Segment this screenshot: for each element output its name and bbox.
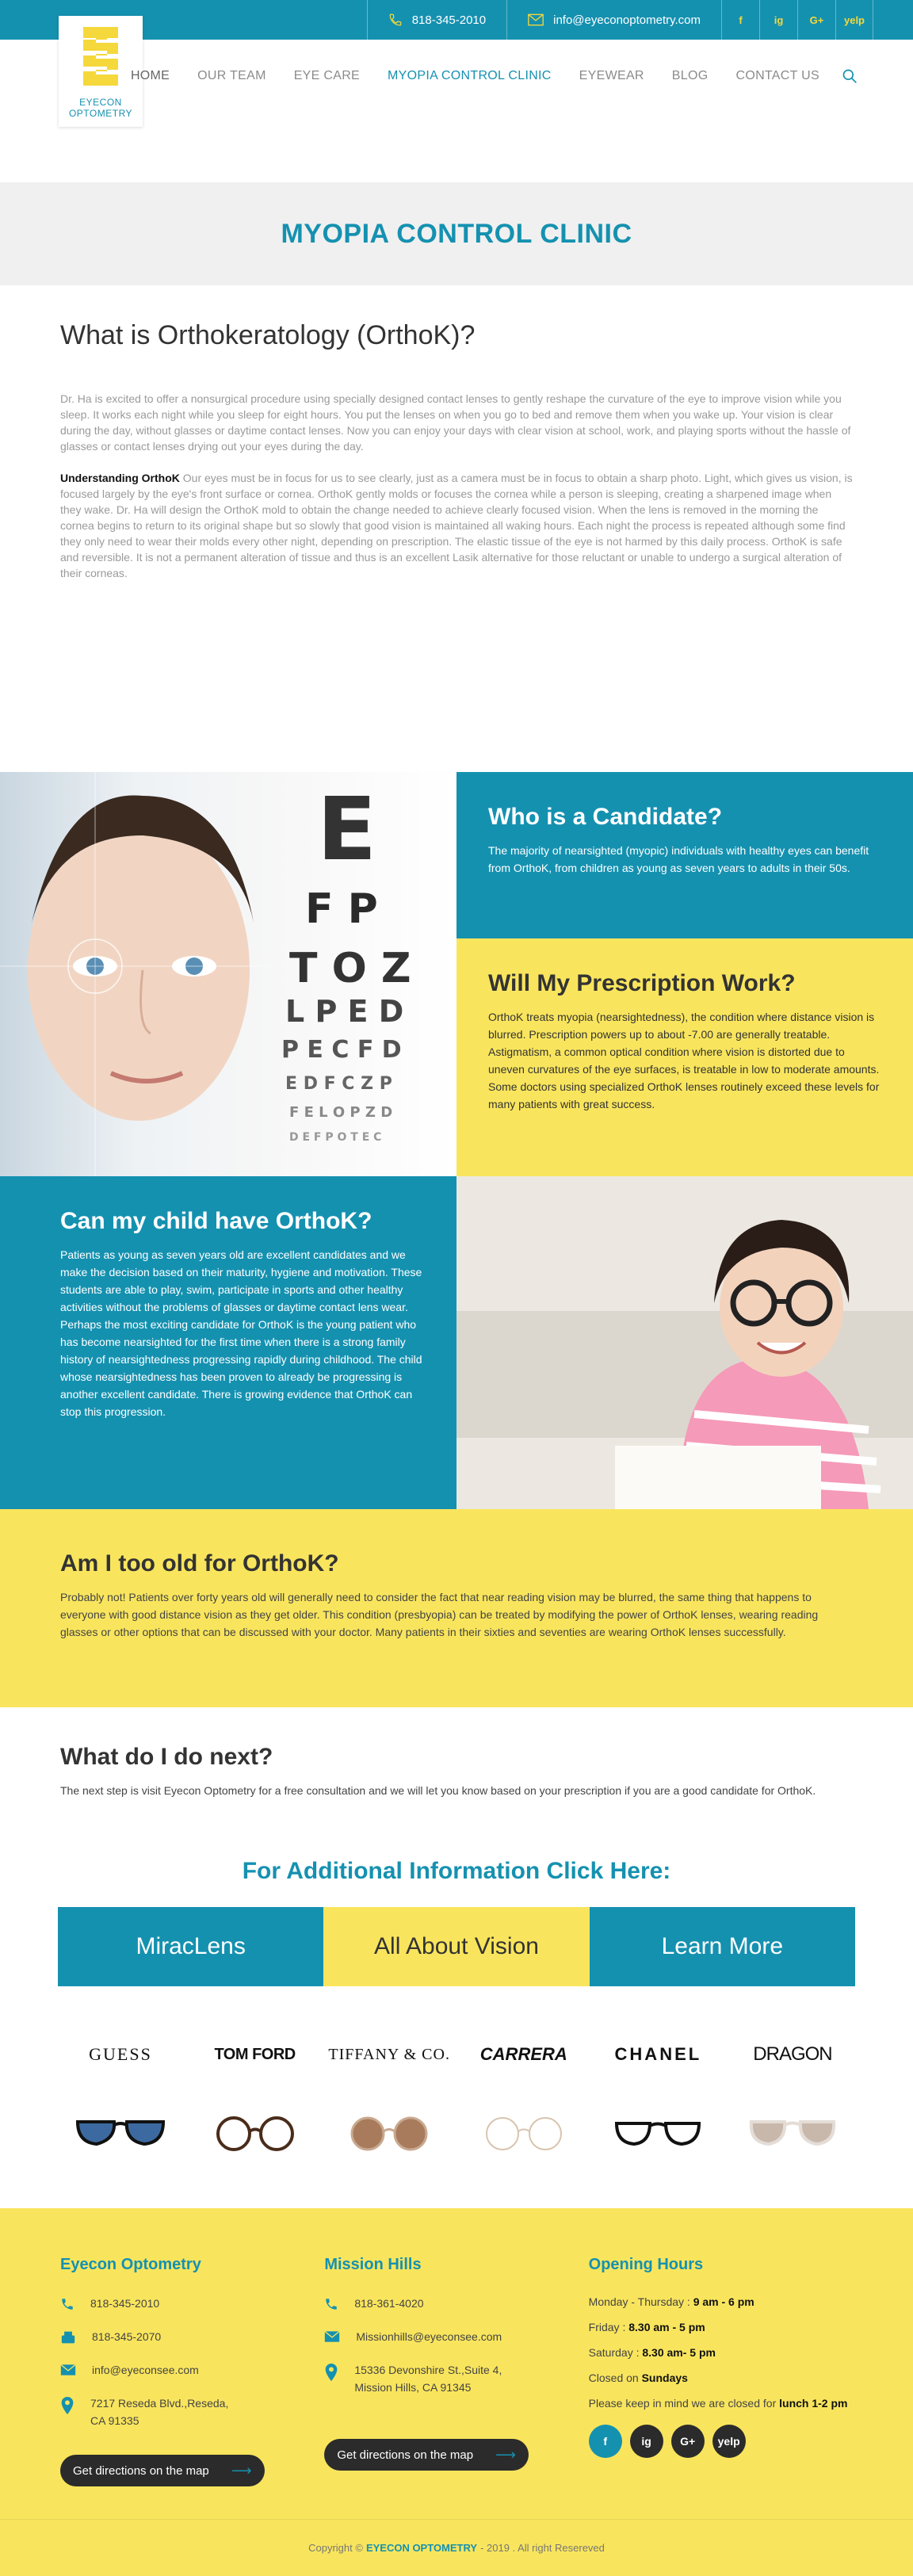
eyewear-row — [0, 2102, 913, 2165]
footer-reseda-address-line-2: CA 91335 — [90, 2414, 139, 2427]
footer-hours-title: Opening Hours — [588, 2256, 704, 2273]
phone-icon — [324, 2297, 338, 2311]
gold-wire-glasses-image[interactable] — [460, 2114, 587, 2154]
footer-col-hours — [589, 2256, 853, 2487]
black-frame-glasses-image[interactable] — [594, 2114, 721, 2154]
mail-icon — [324, 2330, 340, 2343]
child-box — [0, 1176, 456, 1509]
candidate-title: Who is a Candidate? — [488, 804, 723, 830]
footer-mission-hills-address-line-2: Mission Hills, CA 91345 — [354, 2381, 472, 2394]
footer-reseda-address-line-1: 7217 Reseda Blvd.,Reseda, — [90, 2397, 229, 2410]
footer-reseda-phone-text: 818-345-2010 — [90, 2297, 160, 2310]
brand-tiffany[interactable]: TIFFANY & CO. — [328, 2045, 450, 2063]
arrow-right-icon: ⟶ — [231, 2462, 252, 2479]
mission-hills-directions-label: Get directions on the map — [337, 2448, 474, 2462]
fax-icon — [60, 2330, 76, 2345]
hours-fri-value: 8.30 am - 5 pm — [628, 2321, 705, 2333]
additional-info-section — [0, 1858, 913, 1986]
too-old-section — [0, 1509, 913, 1707]
too-old-text: Probably not! Patients over forty years old will generally need to consider the fact that near reading vision may be blurred, the same thing that happens to everyone with good distance vision as they get older. This condition (presbyopia) can be treated by modifying the power of OrthoK lenses, wearing reading glasses or other options that can be discussed with your doctor. Many patients in their sixties and seventies are wearing OrthoK lenses successfully. — [60, 1591, 819, 1638]
site-footer — [0, 2208, 913, 2519]
copyright-suffix: - 2019 . All right Resereved — [480, 2542, 605, 2554]
footer-reseda-fax-text: 818-345-2070 — [92, 2330, 162, 2343]
additional-info-buttons — [58, 1907, 855, 1986]
search-icon[interactable] — [842, 68, 858, 84]
hours-closed-value: Sundays — [641, 2372, 688, 2384]
prescription-box — [456, 938, 913, 1176]
google-plus-icon[interactable]: G+ — [797, 0, 835, 40]
footer-col-mission-hills — [324, 2256, 588, 2487]
footer-mission-hills-phone[interactable] — [324, 2295, 588, 2312]
footer-reseda-fax — [60, 2328, 324, 2345]
prescription-title: Will My Prescription Work? — [488, 970, 796, 996]
miraclens-button[interactable]: MiracLens — [58, 1907, 323, 1986]
chart-row-6: E D F C Z P — [285, 1074, 392, 1094]
top-phone-text: 818-345-2010 — [411, 13, 487, 27]
nav-eyewear[interactable]: EYEWEAR — [579, 69, 644, 82]
location-pin-icon — [324, 2364, 338, 2381]
footer-reseda-email-text: info@eyeconsee.com — [92, 2364, 199, 2376]
next-step-section — [0, 1707, 913, 1858]
page-title: MYOPIA CONTROL CLINIC — [281, 218, 632, 249]
top-email-link[interactable] — [506, 0, 721, 40]
chart-row-1: E — [317, 778, 377, 880]
intro-paragraph-2-lead: Understanding OrthoK — [60, 472, 180, 484]
girl-illustration — [456, 1176, 913, 1509]
top-email-text: info@eyeconoptometry.com — [553, 13, 701, 27]
footer-mission-hills-email-text: Missionhills@eyeconsee.com — [356, 2330, 502, 2343]
candidate-row — [0, 772, 913, 1176]
chart-row-8: D E F P O T E C — [289, 1131, 382, 1144]
child-title: Can my child have OrthoK? — [60, 1208, 372, 1234]
footer-reseda-title: Eyecon Optometry — [60, 2256, 201, 2273]
hours-fri — [589, 2320, 853, 2334]
reseda-directions-label: Get directions on the map — [73, 2463, 209, 2478]
hours-lunch-value: lunch 1-2 pm — [779, 2397, 848, 2410]
copyright-bar — [0, 2519, 913, 2576]
nav-blog[interactable]: BLOG — [671, 69, 709, 82]
clear-frame-sunglasses-image[interactable] — [729, 2114, 856, 2154]
brand-tom-ford[interactable]: TOM FORD — [214, 2045, 296, 2063]
instagram-icon[interactable]: ig — [630, 2425, 663, 2458]
hours-closed-label: Closed on — [588, 2372, 642, 2384]
additional-info-title: For Additional Information Click Here: — [242, 1858, 671, 1884]
reseda-directions-button[interactable] — [60, 2455, 265, 2486]
hours-fri-label: Friday : — [588, 2321, 629, 2333]
hours-mon-thu-value: 9 am - 6 pm — [693, 2295, 754, 2308]
yelp-icon[interactable]: yelp — [835, 0, 873, 40]
nav-eye-care[interactable]: EYE CARE — [293, 69, 361, 82]
intro-paragraph-2 — [60, 470, 853, 581]
phone-icon — [60, 2297, 74, 2311]
hours-mon-thu — [589, 2295, 853, 2309]
facebook-icon[interactable]: f — [589, 2425, 622, 2458]
top-phone-link[interactable] — [367, 0, 506, 40]
footer-mission-hills-email[interactable] — [324, 2328, 588, 2345]
hours-sat — [589, 2345, 853, 2360]
sunglasses-blue-image[interactable] — [57, 2114, 184, 2154]
chart-row-3: T O Z — [289, 945, 411, 992]
brand-dragon[interactable]: DRAGON — [753, 2043, 832, 2065]
footer-reseda-email[interactable] — [60, 2361, 324, 2379]
round-tortoise-glasses-image[interactable] — [192, 2114, 319, 2154]
hours-mon-thu-label: Monday - Thursday : — [588, 2295, 693, 2308]
chart-row-7: F E L O P Z D — [289, 1104, 393, 1121]
mail-icon — [528, 13, 544, 26]
chart-row-2: F P — [305, 885, 378, 933]
girl-glasses-image — [456, 1176, 913, 1509]
nav-our-team[interactable]: OUR TEAM — [197, 69, 266, 82]
intro-section — [0, 285, 913, 772]
brand-carrera[interactable]: CARRERA — [479, 2044, 567, 2064]
hours-lunch — [589, 2396, 853, 2410]
chart-row-5: P E C F D — [281, 1036, 402, 1064]
phone-icon — [388, 13, 403, 27]
hours-sat-label: Saturday : — [588, 2346, 643, 2359]
candidate-column — [456, 772, 913, 1176]
google-plus-icon[interactable]: G+ — [671, 2425, 705, 2458]
logo-line-2: OPTOMETRY — [68, 108, 133, 119]
hours-lunch-label: Please keep in mind we are closed for — [588, 2397, 780, 2410]
footer-social-buttons — [589, 2425, 853, 2458]
candidate-text: The majority of nearsighted (myopic) individuals with healthy eyes can benefit from OrthoK, from children as young as seven years to adults in their 50s. — [488, 844, 869, 874]
too-old-title: Am I too old for OrthoK? — [60, 1550, 339, 1577]
brand-chanel[interactable]: CHANEL — [614, 2044, 702, 2064]
instagram-icon[interactable]: ig — [759, 0, 797, 40]
intro-heading: What is Orthokeratology (OrthoK)? — [60, 320, 476, 350]
location-pin-icon — [60, 2397, 74, 2414]
brown-gradient-sunglasses-image[interactable] — [326, 2114, 453, 2154]
learn-more-button[interactable]: Learn More — [590, 1907, 855, 1986]
site-header — [0, 40, 913, 143]
footer-mission-hills-phone-text: 818-361-4020 — [354, 2297, 424, 2310]
child-text: Patients as young as seven years old are excellent candidates and we make the decision based on their maturity, hygiene and motivation. These students are able to play, swim, participate in sports and other healthy activities without the problems of glasses or daytime contact lens wear. Perhaps the most exciting candidate for OrthoK is the young patient who has become nearsighted for the first time when there is a strong family history of nearsightedness progressing rapidly during childhood. The child whose nearsightedness has been proven to already be progressing is another excellent candidate. There is growing evidence that OrthoK can stop this progression. — [60, 1248, 422, 1418]
intro-paragraph-1: Dr. Ha is excited to offer a nonsurgical procedure using specially designed contact lenses to gently reshape the curvature of the eye to improve vision while you sleep. It works each night while you sleep for eight hours. You put the lenses on when you go to bed and remove them when you wake up. Your vision is clear during the day, without glasses or daytime contact lenses. Now you can enjoy your days with clear vision at school, work, and playing sports without the hassle of glasses or contact lenses drying out your eyes during the day. — [60, 392, 851, 453]
footer-reseda-address — [60, 2394, 324, 2429]
main-nav — [103, 68, 858, 84]
nav-contact-us[interactable]: CONTACT US — [735, 69, 819, 82]
brand-guess[interactable]: GUESS — [89, 2044, 152, 2064]
mission-hills-directions-button[interactable] — [324, 2439, 529, 2471]
footer-mission-hills-address-line-1: 15336 Devonshire St.,Suite 4, — [354, 2364, 502, 2376]
yelp-icon[interactable]: yelp — [712, 2425, 746, 2458]
copyright-prefix: Copyright © — [308, 2542, 363, 2554]
prescription-text: OrthoK treats myopia (nearsightedness), the condition where distance vision is blurred. Prescription powers up to about -7.00 are generally treatable. Astigmatism, a common optical condition where vision is distorted due to uneven curvatures of the eye surfaces, is treatable in low to moderate amounts. Some doctors using specialized OrthoK lenses routinely exceed these levels for many patients with great success. — [488, 1011, 880, 1110]
all-about-vision-button[interactable]: All About Vision — [323, 1907, 589, 1986]
child-row — [0, 1176, 913, 1509]
footer-col-reseda — [60, 2256, 324, 2487]
copyright-brand[interactable]: EYECON OPTOMETRY — [365, 2542, 478, 2554]
nav-myopia-control-clinic[interactable]: MYOPIA CONTROL CLINIC — [388, 69, 552, 82]
brand-logos — [0, 2039, 913, 2070]
facebook-icon[interactable]: f — [721, 0, 759, 40]
woman-eye-chart-image — [0, 772, 456, 1176]
hours-sat-value: 8.30 am- 5 pm — [642, 2346, 716, 2359]
footer-mission-hills-title: Mission Hills — [324, 2256, 422, 2273]
candidate-box — [456, 772, 913, 938]
nav-home[interactable]: HOME — [130, 69, 170, 82]
chart-row-4: L P E D — [285, 994, 404, 1029]
next-step-text: The next step is visit Eyecon Optometry for a free consultation and we will let you know based on your prescription if you are a good candidate for OrthoK. — [60, 1784, 816, 1797]
footer-reseda-phone[interactable] — [60, 2295, 324, 2312]
hours-closed — [589, 2371, 853, 2385]
logo-line-1: EYECON — [79, 97, 122, 108]
intro-paragraph-2-body: Our eyes must be in focus for us to see clearly, just as a camera must be in focus to obtain a sharp photo. Light, which gives us vision, is focused largely by the eye's front surface or cornea. OrthoK gently molds or focuses the cornea while a person is sleeping, creating a sharpened image when they wake. Dr. Ha will design the OrthoK mold to obtain the change needed to achieve clearly focused vision. When the lens is removed in the morning the cornea begins to return to its original shape but so slowly that good vision is maintained all waking hours. Each night the process is repeated although some find they only need to wear their molds every other night, depending on prescription. The elastic tissue of the eye is not harmed by this daily process. OrthoK is safe and reversible. It is not a permanent alteration of tissue and thus is an excellent Lasik alternative for those reluctant or unable to undergo a surgical alteration of their corneas. — [60, 472, 853, 579]
mail-icon — [60, 2364, 76, 2376]
arrow-right-icon: ⟶ — [495, 2446, 516, 2463]
eye-chart-illustration — [0, 772, 456, 1176]
next-step-title: What do I do next? — [60, 1744, 273, 1770]
title-band — [0, 182, 913, 285]
footer-mission-hills-address — [324, 2361, 588, 2396]
